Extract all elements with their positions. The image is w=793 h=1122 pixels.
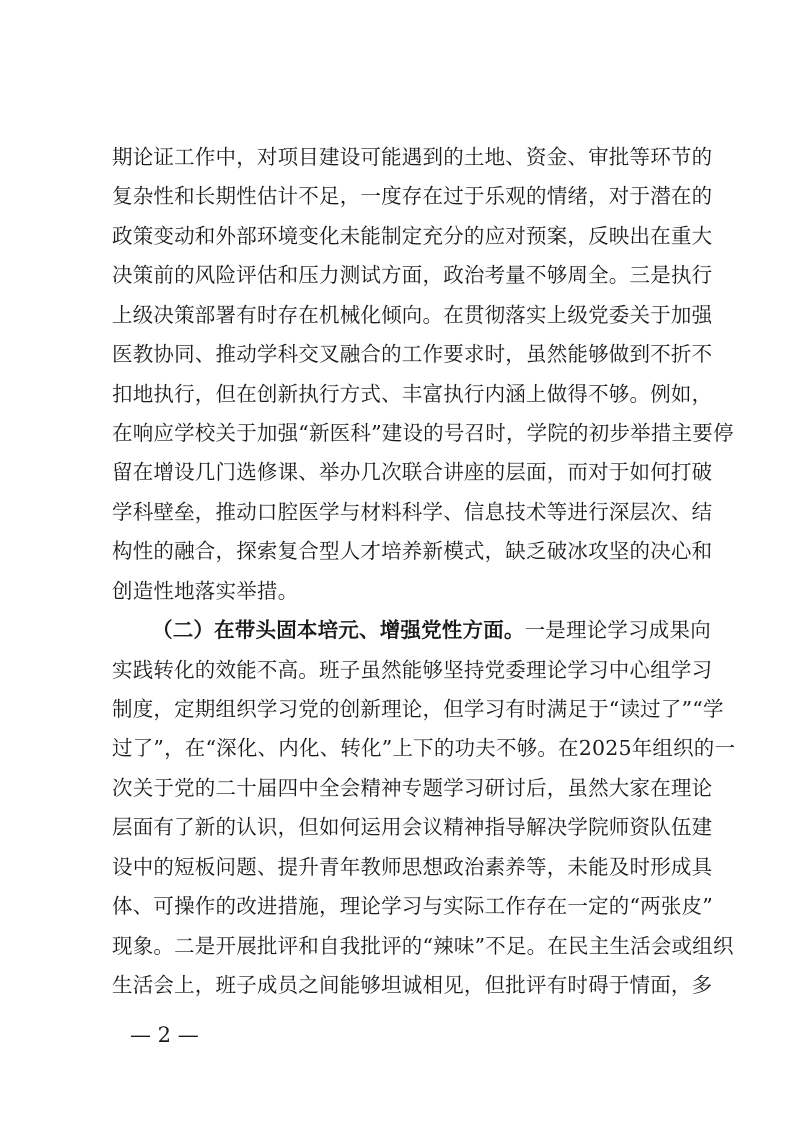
body-text-line: 留在增设几门选修课、举办几次联合讲座的层面，而对于如何打破 xyxy=(112,460,713,484)
section-heading-line xyxy=(152,615,711,645)
body-text-line: 扣地执行，但在创新执行方式、丰富执行内涵上做得不够。例如， xyxy=(112,382,713,406)
body-text-line: 复杂性和长期性估计不足，一度存在过于乐观的情绪，对于潜在的 xyxy=(112,184,713,208)
body-text-line: 医教协同、推动学科交叉融合的工作要求时，虽然能够做到不折不 xyxy=(112,342,713,366)
body-text-line: 次关于党的二十届四中全会精神专题学习研讨后，虽然大家在理论 xyxy=(112,776,713,800)
body-text-line: 制度，定期组织学习党的创新理论，但学习有时满足于“读过了”“学 xyxy=(112,697,724,721)
body-text-line: 体、可操作的改进措施，理论学习与实际工作存在一定的“两张皮” xyxy=(112,894,713,918)
page-number: — 2 — xyxy=(130,1023,199,1047)
body-text-line: 学科壁垒，推动口腔医学与材料科学、信息技术等进行深层次、结 xyxy=(112,500,713,524)
body-text-line: 层面有了新的认识，但如何运用会议精神指导解决学院师资队伍建 xyxy=(112,815,713,839)
body-text-line: 政策变动和外部环境变化未能制定充分的应对预案，反映出在重大 xyxy=(112,224,713,248)
body-text-line: 期论证工作中，对项目建设可能遇到的土地、资金、审批等环节的 xyxy=(112,145,713,169)
body-text-line: 实践转化的效能不高。班子虽然能够坚持党委理论学习中心组学习 xyxy=(112,658,713,682)
body-text-line: 现象。二是开展批评和自我批评的“辣味”不足。在民主生活会或组织 xyxy=(112,934,734,958)
body-text-line: 创造性地落实举措。 xyxy=(112,579,299,603)
section-heading-rest: 一是理论学习成果向 xyxy=(524,618,711,642)
body-text-line: 构性的融合，探索复合型人才培养新模式，缺乏破冰攻坚的决心和 xyxy=(112,539,713,563)
body-text-line: 决策前的风险评估和压力测试方面，政治考量不够周全。三是执行 xyxy=(112,263,713,287)
body-text-line: 设中的短板问题、提升青年教师思想政治素养等，未能及时形成具 xyxy=(112,855,713,879)
body-text-line: 上级决策部署有时存在机械化倾向。在贯彻落实上级党委关于加强 xyxy=(112,303,713,327)
body-text-line: 在响应学校关于加强“新医科”建设的号召时，学院的初步举措主要停 xyxy=(112,421,734,445)
body-text-line: 生活会上，班子成员之间能够坦诚相见，但批评有时碍于情面，多 xyxy=(112,973,713,997)
body-text-line: 过了”，在“深化、内化、转化”上下的功夫不够。在2025年组织的一 xyxy=(112,736,736,760)
section-heading: （二）在带头固本培元、增强党性方面。 xyxy=(152,618,525,642)
